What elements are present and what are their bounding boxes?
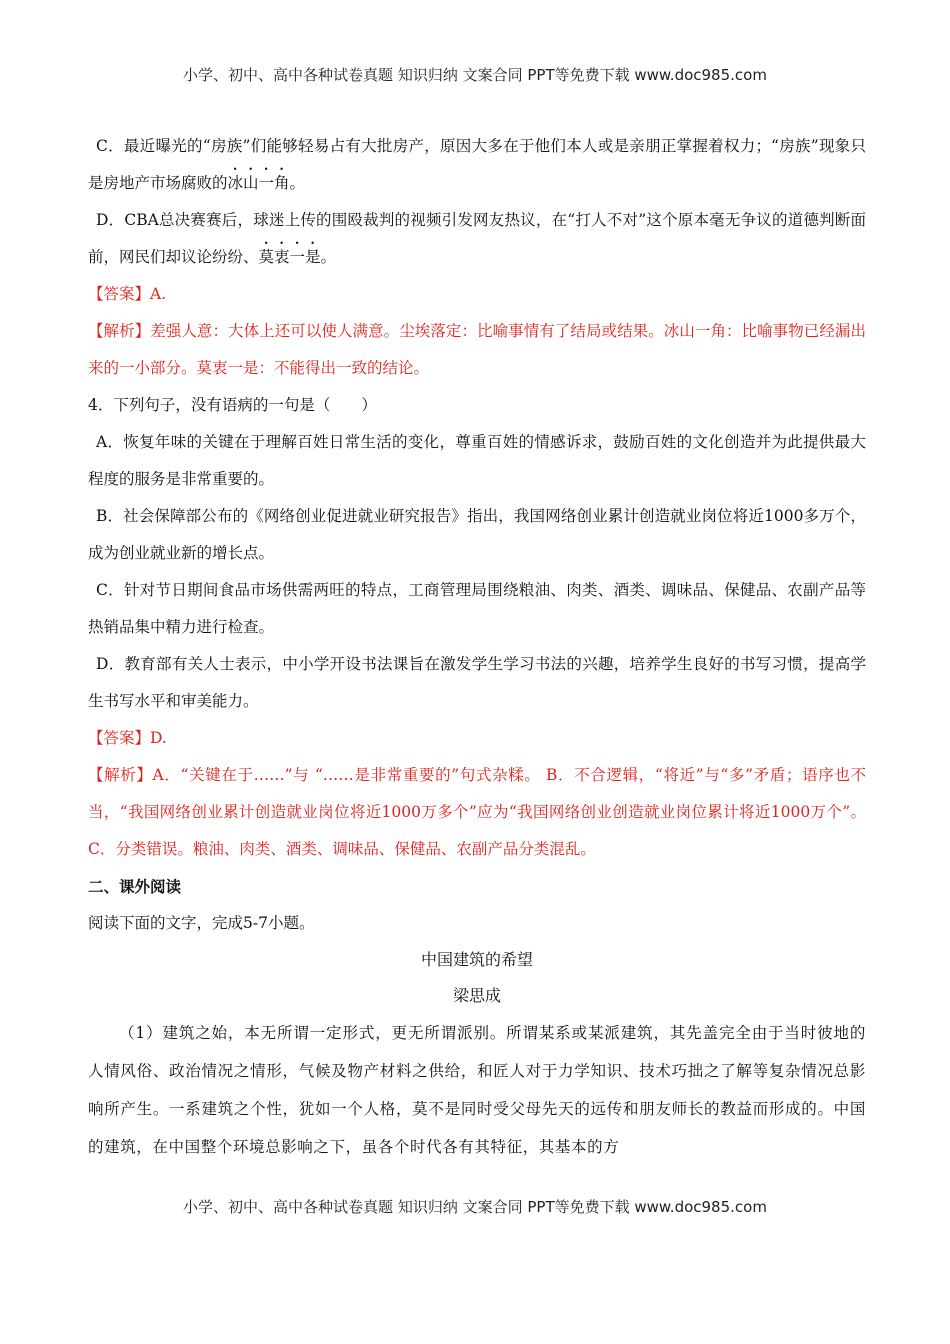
page-header: 小学、初中、高中各种试卷真题 知识归纳 文案合同 PPT等免费下载 www.doc985.com <box>183 66 767 84</box>
q3-option-d-emphasis: 莫衷一是 <box>258 248 321 266</box>
q3-answer: 【答案】A. <box>88 285 167 303</box>
article-paragraph-1: （1）建筑之始，本无所谓一定形式，更无所谓派别。所谓某系或某派建筑，其先盖完全由于当时彼地的人情风俗、政治情况之情形，气候及物产材料之供给，和匠人对于力学知识、技术巧拙之了解等复杂情况总影响所产生。一系建筑之个性，犹如一个人格，莫不是同时受父母先天的远传和朋友师长的教益而形成的。中国的建筑，在中国整个环境总影响之下，虽各个时代各有其特征，其基本的方 <box>88 1024 866 1156</box>
q3-option-c-emphasis: 冰山一角 <box>227 174 290 192</box>
reading-instruction: 阅读下面的文字，完成5-7小题。 <box>88 914 315 932</box>
q4-option-c: C．针对节日期间食品市场供需两旺的特点，工商管理局围绕粮油、肉类、酒类、调味品、保健品、农副产品等热销品集中精力进行检查。 <box>88 581 866 636</box>
q3-option-c-text: C．最近曝光的“房族”们能够轻易占有大批房产，原因大多在于他们本人或是亲朋正掌握着权力；“房族”现象只是房地产市场腐败的 <box>88 137 866 192</box>
page-footer: 小学、初中、高中各种试卷真题 知识归纳 文案合同 PPT等免费下载 www.doc985.com <box>183 1198 767 1216</box>
q3-option-d-text: D．CBA总决赛赛后，球迷上传的围殴裁判的视频引发网友热议，在“打人不对”这个原本毫无争议的道德判断面前，网民们却议论纷纷、 <box>88 211 866 266</box>
q3-option-d-end: 。 <box>320 248 337 266</box>
q4-option-d: D．教育部有关人士表示，中小学开设书法课旨在激发学生学习书法的兴趣，培养学生良好的书写习惯，提高学生书写水平和审美能力。 <box>88 655 866 710</box>
main-content <box>88 128 866 1166</box>
q3-option-d <box>88 202 866 276</box>
q4-option-a: A．恢复年味的关键在于理解百姓日常生活的变化，尊重百姓的情感诉求，鼓励百姓的文化创造并为此提供最大程度的服务是非常重要的。 <box>88 433 866 488</box>
article-author: 梁思成 <box>452 986 501 1005</box>
q3-option-c <box>88 128 866 202</box>
section-heading: 二、课外阅读 <box>88 877 182 896</box>
q3-analysis: 【解析】差强人意：大体上还可以使人满意。尘埃落定：比喻事情有了结局或结果。冰山一角：比喻事物已经漏出来的一小部分。莫衷一是：不能得出一致的结论。 <box>88 322 866 377</box>
q4-analysis: 【解析】A．“关键在于……”与 “……是非常重要的”句式杂糅。 B．不合逻辑，“将近”与“多”矛盾；语序也不当，“我国网络创业累计创造就业岗位将近1000万多个”应为“我国网络创业创造就业岗位累计将近1000万个”。C．分类错误。粮油、肉类、酒类、调味品、保健品、农副产品分类混乱。 <box>88 766 866 858</box>
article-title: 中国建筑的希望 <box>420 950 533 969</box>
q4-option-b: B．社会保障部公布的《网络创业促进就业研究报告》指出，我国网络创业累计创造就业岗位将近1000多万个，成为创业就业新的增长点。 <box>88 507 866 562</box>
q3-option-c-end: 。 <box>289 174 306 192</box>
q4-answer: 【答案】D. <box>88 729 167 747</box>
q4-stem: 4．下列句子，没有语病的一句是（ ） <box>88 396 377 414</box>
